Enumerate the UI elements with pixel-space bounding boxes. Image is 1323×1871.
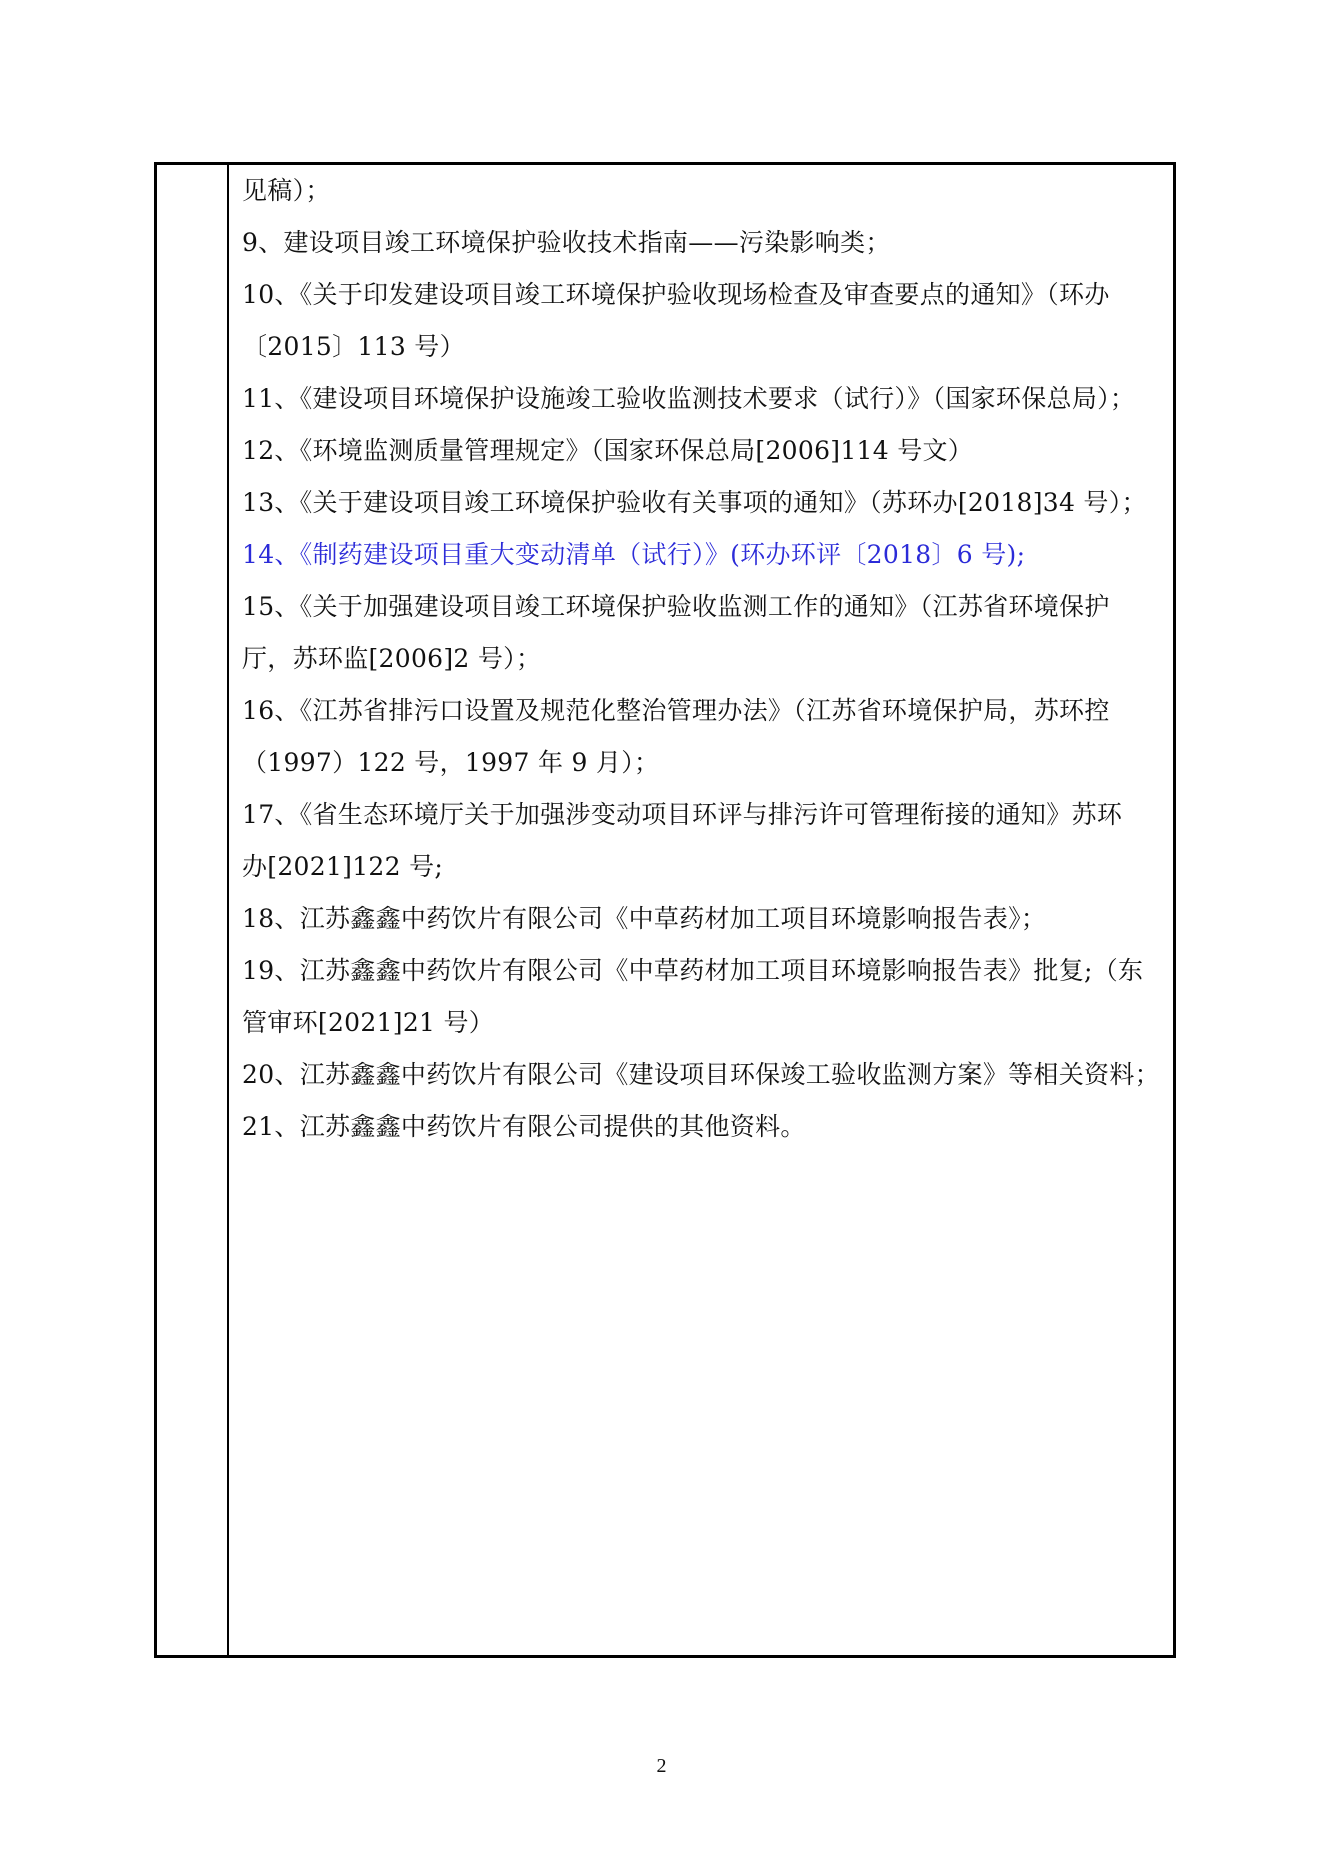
reference-line-highlighted: 14、《制药建设项目重大变动清单（试行）》(环办环评〔2018〕6 号); bbox=[242, 540, 1026, 569]
reference-line: 见稿）； bbox=[242, 176, 331, 205]
reference-line: 19、江苏鑫鑫中药饮片有限公司《中草药材加工项目环境影响报告表》批复;（东 bbox=[242, 956, 1144, 985]
reference-line: 〔2015〕113 号） bbox=[242, 332, 465, 361]
reference-line: 20、江苏鑫鑫中药饮片有限公司《建设项目环保竣工验收监测方案》等相关资料； bbox=[242, 1060, 1160, 1089]
page-number: 2 bbox=[656, 1755, 667, 1777]
reference-line: 16、《江苏省排污口设置及规范化整治管理办法》（江苏省环境保护局，苏环控 bbox=[242, 696, 1110, 725]
reference-line: 18、江苏鑫鑫中药饮片有限公司《中草药材加工项目环境影响报告表》； bbox=[242, 904, 1047, 933]
reference-line: 15、《关于加强建设项目竣工环境保护验收监测工作的通知》（江苏省环境保护 bbox=[242, 592, 1110, 621]
reference-line: 厅，苏环监[2006]2 号）； bbox=[242, 644, 542, 673]
reference-line: 9、建设项目竣工环境保护验收技术指南——污染影响类； bbox=[242, 228, 891, 257]
reference-line: 12、《环境监测质量管理规定》（国家环保总局[2006]114 号文） bbox=[242, 436, 974, 465]
reference-line: 11、《建设项目环境保护设施竣工验收监测技术要求（试行）》（国家环保总局）； bbox=[242, 384, 1136, 413]
document-table bbox=[154, 162, 1176, 1658]
references-list bbox=[242, 165, 1163, 1655]
reference-line: 管审环[2021]21 号） bbox=[242, 1008, 495, 1037]
reference-line: （1997）122 号，1997 年 9 月）； bbox=[242, 748, 660, 777]
reference-line: 10、《关于印发建设项目竣工环境保护验收现场检查及审查要点的通知》（环办 bbox=[242, 280, 1110, 309]
reference-line: 办[2021]122 号; bbox=[242, 852, 444, 881]
table-left-column bbox=[157, 165, 229, 1655]
reference-line: 13、《关于建设项目竣工环境保护验收有关事项的通知》（苏环办[2018]34 号）； bbox=[242, 488, 1147, 517]
reference-line: 21、江苏鑫鑫中药饮片有限公司提供的其他资料。 bbox=[242, 1112, 806, 1141]
reference-line: 17、《省生态环境厅关于加强涉变动项目环评与排污许可管理衔接的通知》苏环 bbox=[242, 800, 1123, 829]
